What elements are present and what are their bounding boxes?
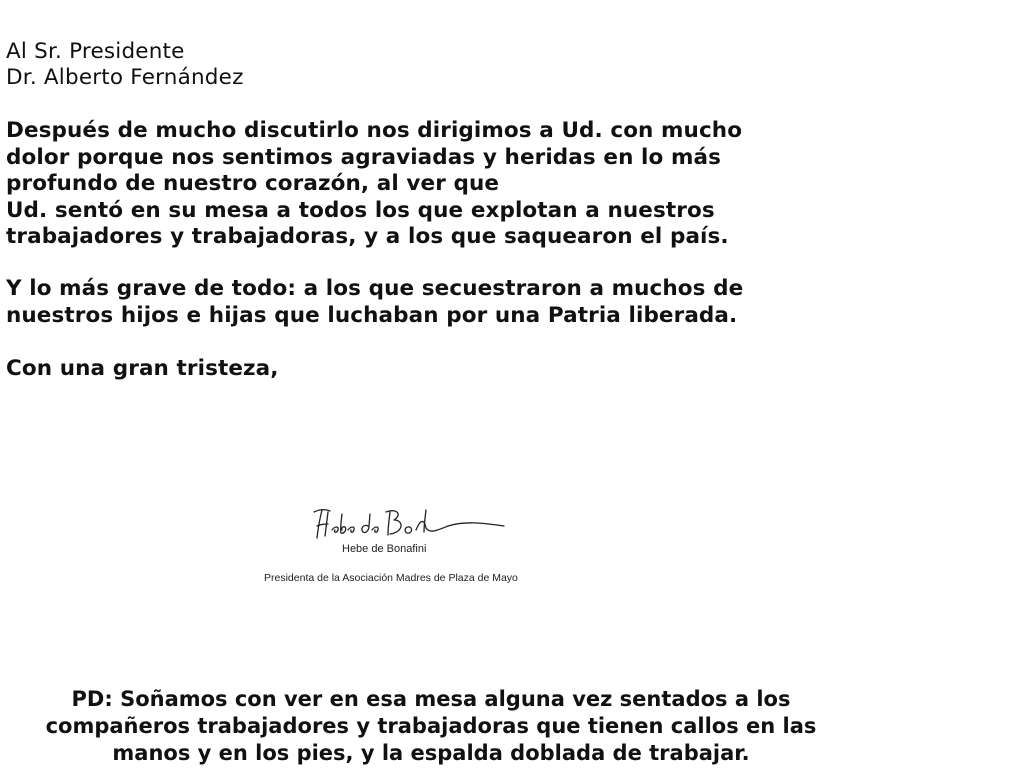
addressee-name: Dr. Alberto Fernández [6,65,244,90]
paragraph-line: dolor porque nos sentimos agraviadas y heridas en lo más [6,144,721,170]
paragraph-line: Y lo más grave de todo: a los que secuestraron a muchos de [6,276,744,301]
handwritten-signature-icon [308,500,508,546]
letter [6,0,1006,768]
paragraph-line: nuestros hijos e hijas que luchaban por una Patria liberada. [6,302,738,328]
signer-title: Presidenta de la Asociación Madres de Plaza de Mayo [264,572,518,584]
paragraph-1 [6,118,742,251]
salutation [6,39,244,91]
paragraph-line: trabajadores y trabajadoras, y a los que saquearon el país. [6,224,729,249]
addressee-title: Al Sr. Presidente [6,39,185,64]
paragraph-line: Ud. sentó en su mesa a todos los que explotan a nuestros [6,197,715,223]
closing-text: Con una gran tristeza, [6,356,279,381]
postscript [6,686,856,767]
postscript-line: PD: Soñamos con ver en esa mesa alguna vez sentados a los [71,687,791,711]
signer-name: Hebe de Bonafini [342,543,427,555]
postscript-line: compañeros trabajadores y trabajadoras que tienen callos en las [45,714,817,738]
paragraph-line: profundo de nuestro corazón, al ver que [6,171,500,196]
postscript-line: manos y en los pies, y la espalda doblada de trabajar. [112,741,750,765]
closing-line [6,356,279,383]
signature-block [264,500,564,600]
paragraph-2 [6,276,743,329]
paragraph-line: Después de mucho discutirlo nos dirigimos a Ud. con mucho [6,118,743,143]
